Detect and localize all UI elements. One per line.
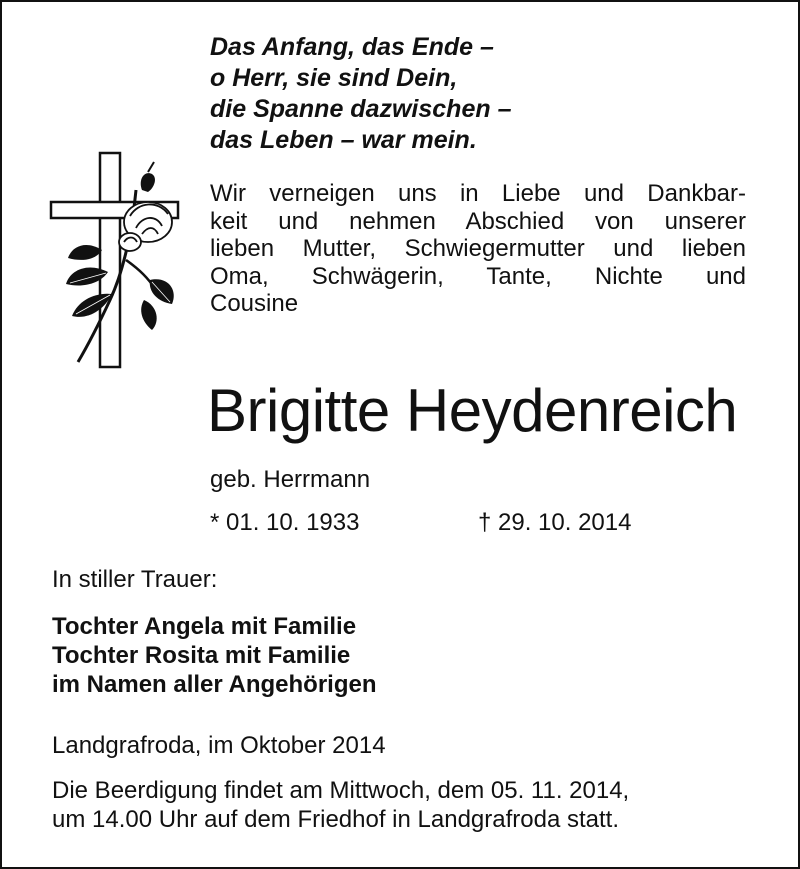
- maiden-name: geb. Herrmann: [210, 466, 371, 493]
- intro-line: keit und nehmen Abschied von unserer: [210, 207, 746, 235]
- funeral-line: um 14.00 Uhr auf dem Friedhof in Landgrafroda statt.: [52, 806, 619, 833]
- intro-line: lieben Mutter, Schwiegermutter und lieben: [210, 235, 746, 262]
- intro-text: [210, 180, 746, 318]
- survivors-list: [52, 612, 377, 699]
- verse-line: die Spanne dazwischen –: [210, 95, 512, 123]
- verse-line: Das Anfang, das Ende –: [210, 33, 494, 61]
- intro-line: Wir verneigen uns in Liebe und Dankbar-: [210, 180, 746, 207]
- verse-line: das Leben – war mein.: [210, 126, 477, 154]
- cross-with-rose-icon: [48, 150, 182, 370]
- intro-line: Cousine: [210, 290, 299, 317]
- funeral-info: [52, 776, 629, 834]
- mourning-label: In stiller Trauer:: [52, 566, 218, 593]
- funeral-line: Die Beerdigung findet am Mittwoch, dem 05. 11. 2014,: [52, 777, 630, 804]
- survivor-line: im Namen aller Angehörigen: [52, 671, 377, 698]
- deceased-name: Brigitte Heydenreich: [207, 377, 738, 444]
- death-date: † 29. 10. 2014: [478, 509, 632, 536]
- birth-date: * 01. 10. 1933: [210, 509, 360, 536]
- intro-line: Oma, Schwägerin, Tante, Nichte und: [210, 262, 746, 290]
- life-dates: [210, 508, 632, 538]
- place-date: Landgrafroda, im Oktober 2014: [52, 732, 386, 759]
- survivor-line: Tochter Rosita mit Familie: [52, 642, 351, 669]
- survivor-line: Tochter Angela mit Familie: [52, 613, 357, 640]
- verse: [210, 32, 511, 156]
- verse-line: o Herr, sie sind Dein,: [210, 64, 458, 92]
